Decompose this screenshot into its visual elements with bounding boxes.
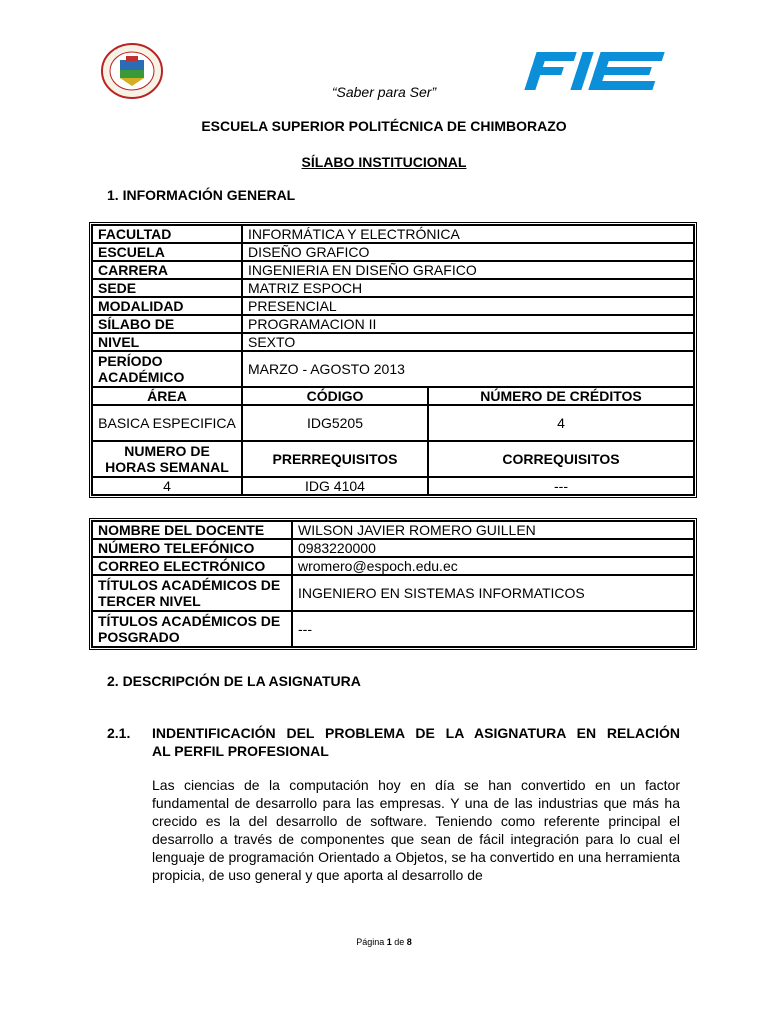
description-paragraph: Las ciencias de la computación hoy en día se han convertido en un factor fundamental de desarrollo para las empresas. Y una de las industrias que más ha crecido es la del desarrollo de software. Teniendo como referente principal el desarrollo a través de componentes que sean de fácil integración para lo cual el lenguaje de programación Orientado a Objetos, se ha convertido en una herramienta propicia, de uso general y que aporta al desarrollo de [152, 777, 680, 883]
table-cell: BASICA ESPECIFICA [92, 405, 242, 441]
row-label: CORREO ELECTRÓNICO [92, 557, 292, 575]
general-info-table [89, 222, 697, 498]
row-label: NOMBRE DEL DOCENTE [92, 521, 292, 539]
column-header: ÁREA [92, 387, 242, 405]
table-row [92, 225, 694, 243]
row-value: INFORMÁTICA Y ELECTRÓNICA [242, 225, 694, 243]
table-row [92, 297, 694, 315]
row-label: NÚMERO TELEFÓNICO [92, 539, 292, 557]
table-cell: IDG 4104 [242, 477, 428, 495]
table-cell: 4 [92, 477, 242, 495]
row-label: SÍLABO DE [92, 315, 242, 333]
row-label: TÍTULOS ACADÉMICOS DE POSGRADO [92, 611, 292, 647]
table-row [92, 333, 694, 351]
table-row [92, 441, 694, 477]
row-label: PERÍODO ACADÉMICO [92, 351, 242, 387]
row-label: TÍTULOS ACADÉMICOS DE TERCER NIVEL [92, 575, 292, 611]
table-row [92, 261, 694, 279]
subsection-number: 2.1. [107, 725, 131, 741]
table-row [92, 351, 694, 387]
table-row [92, 539, 694, 557]
row-value: DISEÑO GRAFICO [242, 243, 694, 261]
page-total: 8 [406, 937, 412, 947]
column-header: CÓDIGO [242, 387, 428, 405]
row-label: NIVEL [92, 333, 242, 351]
row-label: CARRERA [92, 261, 242, 279]
table-cell: IDG5205 [242, 405, 428, 441]
table-row [92, 611, 694, 647]
row-value: INGENIERO EN SISTEMAS INFORMATICOS [292, 575, 694, 611]
row-value: WILSON JAVIER ROMERO GUILLEN [292, 521, 694, 539]
table-cell: 4 [428, 405, 694, 441]
column-header: PRERREQUISITOS [242, 441, 428, 477]
table-row [92, 315, 694, 333]
table-row [92, 387, 694, 405]
row-value: SEXTO [242, 333, 694, 351]
row-value: --- [292, 611, 694, 647]
row-label: FACULTAD [92, 225, 242, 243]
page-number [0, 937, 768, 947]
row-value: PRESENCIAL [242, 297, 694, 315]
institution-name: ESCUELA SUPERIOR POLITÉCNICA DE CHIMBORAZO [201, 118, 567, 134]
row-value: MATRIZ ESPOCH [242, 279, 694, 297]
table-row [92, 575, 694, 611]
document-title: SÍLABO INSTITUCIONAL [301, 154, 467, 170]
row-label: SEDE [92, 279, 242, 297]
column-header: CORREQUISITOS [428, 441, 694, 477]
section-2-heading: 2. DESCRIPCIÓN DE LA ASIGNATURA [107, 673, 361, 689]
row-value: INGENIERIA EN DISEÑO GRAFICO [242, 261, 694, 279]
column-header: NÚMERO DE CRÉDITOS [428, 387, 694, 405]
table-row [92, 557, 694, 575]
page-word: Página [356, 937, 385, 947]
row-value: PROGRAMACION II [242, 315, 694, 333]
table-row [92, 405, 694, 441]
table-cell: --- [428, 477, 694, 495]
column-header: NUMERO DE HORAS SEMANAL [92, 441, 242, 477]
row-value: wromero@espoch.edu.ec [292, 557, 694, 575]
row-label: MODALIDAD [92, 297, 242, 315]
page-of: de [394, 937, 405, 947]
section-1-heading: 1. INFORMACIÓN GENERAL [107, 187, 296, 203]
table-row [92, 243, 694, 261]
row-label: ESCUELA [92, 243, 242, 261]
row-value: MARZO - AGOSTO 2013 [242, 351, 694, 387]
table-row [92, 521, 694, 539]
table-row [92, 279, 694, 297]
subsection-title-line-1: INDENTIFICACIÓN DEL PROBLEMA DE LA ASIGNATURA EN RELACIÓN [152, 725, 680, 741]
teacher-info-table [89, 518, 697, 650]
row-value: 0983220000 [292, 539, 694, 557]
table-row [92, 477, 694, 495]
motto: “Saber para Ser” [331, 84, 437, 100]
subsection-title-line-2: AL PERFIL PROFESIONAL [152, 743, 329, 759]
page-current: 1 [386, 937, 392, 947]
